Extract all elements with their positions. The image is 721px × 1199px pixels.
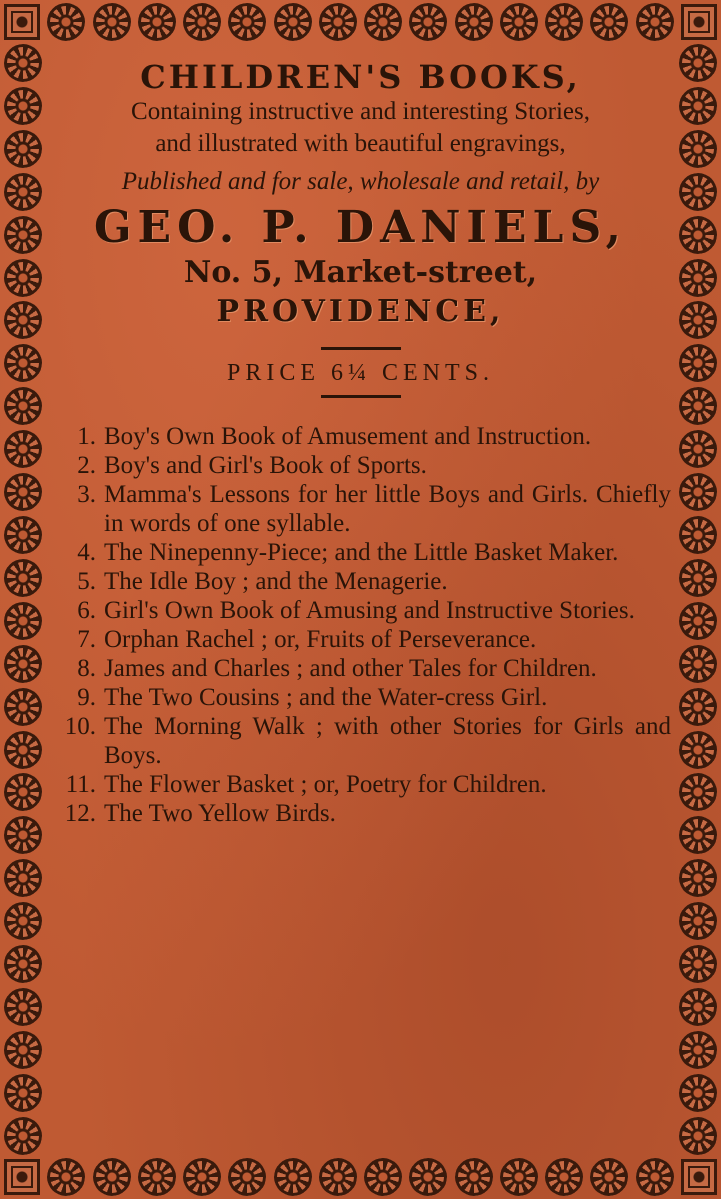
rosette-icon [679, 731, 717, 769]
rosette-icon [4, 645, 42, 683]
item-number: 12. [64, 800, 96, 827]
rosette-icon [4, 259, 42, 297]
list-item [46, 770, 675, 799]
rosette-icon [679, 259, 717, 297]
item-number: 8. [77, 655, 96, 682]
list-item [46, 567, 675, 596]
rosette-icon [4, 688, 42, 726]
list-item [46, 683, 675, 712]
rosette-icon [93, 1158, 131, 1196]
item-number: 7. [77, 626, 96, 653]
rosette-icon [500, 3, 538, 41]
item-title: Mamma's Lessons for her little Boys and Girls. Chiefly in words of one syllable. [104, 481, 671, 537]
item-title: The Idle Boy ; and the Menagerie. [104, 568, 448, 595]
rosette-icon [4, 816, 42, 854]
list-item [46, 799, 675, 828]
rosette-icon [409, 3, 447, 41]
rosette-icon [4, 130, 42, 168]
rosette-icon [590, 1158, 628, 1196]
rosette-icon [4, 602, 42, 640]
rosette-icon [679, 1074, 717, 1112]
rosette-icon [138, 1158, 176, 1196]
rosette-icon [636, 3, 674, 41]
item-title: Boy's and Girl's Book of Sports. [104, 452, 427, 479]
item-title: Orphan Rachel ; or, Fruits of Perseverance. [104, 626, 537, 653]
rosette-icon [679, 1117, 717, 1155]
rosette-icon [4, 945, 42, 983]
corner-ornament-icon [681, 1159, 717, 1195]
publisher-name: GEO. P. DANIELS, [93, 202, 628, 253]
rosette-icon [679, 602, 717, 640]
list-item [46, 625, 675, 654]
item-title: The Morning Walk ; with other Stories for Girls and Boys. [104, 713, 671, 769]
rosette-icon [228, 1158, 266, 1196]
description-line-2: and illustrated with beautiful engravings, [155, 130, 566, 157]
rosette-icon [319, 1158, 357, 1196]
rosette-icon [183, 3, 221, 41]
rosette-icon [590, 3, 628, 41]
rosette-icon [93, 3, 131, 41]
description-line-1: Containing instructive and interesting Stories, [131, 98, 590, 125]
item-number: 1. [77, 423, 96, 450]
rosette-icon [545, 1158, 583, 1196]
publisher-city: PROVIDENCE, [216, 294, 505, 329]
item-title: The Ninepenny-Piece; and the Little Basket Maker. [104, 539, 619, 566]
list-item [46, 654, 675, 683]
rosette-icon [679, 1031, 717, 1069]
corner-ornament-icon [4, 1159, 40, 1195]
ornamental-border-right [675, 44, 721, 1155]
item-title: Boy's Own Book of Amusement and Instruction. [104, 423, 592, 450]
rosette-icon [679, 645, 717, 683]
item-number: 9. [77, 684, 96, 711]
rosette-icon [500, 1158, 538, 1196]
rosette-icon [679, 44, 717, 82]
list-item [46, 538, 675, 567]
rosette-icon [4, 216, 42, 254]
rosette-icon [4, 173, 42, 211]
rosette-icon [319, 3, 357, 41]
rosette-icon [47, 3, 85, 41]
item-number: 11. [65, 771, 96, 798]
rosette-icon [679, 988, 717, 1026]
item-title: The Two Yellow Birds. [104, 800, 336, 827]
rosette-icon [4, 988, 42, 1026]
list-item [46, 422, 675, 451]
rosette-icon [679, 387, 717, 425]
rosette-icon [364, 3, 402, 41]
rosette-icon [4, 859, 42, 897]
rosette-icon [228, 3, 266, 41]
item-title: Girl's Own Book of Amusing and Instructive Stories. [104, 597, 635, 624]
rosette-icon [183, 1158, 221, 1196]
item-title: The Two Cousins ; and the Water-cress Girl. [104, 684, 548, 711]
rosette-icon [679, 816, 717, 854]
divider-top [321, 347, 401, 350]
item-number: 5. [77, 568, 96, 595]
item-number: 2. [77, 452, 96, 479]
rosette-icon [4, 1031, 42, 1069]
rosette-icon [679, 87, 717, 125]
rosette-icon [409, 1158, 447, 1196]
rosette-icon [4, 1117, 42, 1155]
rosette-icon [679, 344, 717, 382]
rosette-icon [679, 173, 717, 211]
rosette-icon [679, 216, 717, 254]
rosette-icon [4, 344, 42, 382]
ornamental-border-bottom [0, 1155, 721, 1199]
rosette-icon [679, 773, 717, 811]
rosette-icon [364, 1158, 402, 1196]
corner-ornament-icon [681, 4, 717, 40]
ornamental-border-left [0, 44, 46, 1155]
rosette-icon [679, 859, 717, 897]
corner-ornament-icon [4, 4, 40, 40]
item-title: James and Charles ; and other Tales for Children. [104, 655, 597, 682]
rosette-icon [4, 731, 42, 769]
rosette-icon [4, 301, 42, 339]
cover-content [46, 44, 675, 1155]
rosette-icon [679, 473, 717, 511]
rosette-icon [679, 516, 717, 554]
rosette-icon [679, 945, 717, 983]
rosette-icon [4, 559, 42, 597]
rosette-icon [679, 301, 717, 339]
page-title: CHILDREN'S BOOKS, [140, 58, 581, 96]
rosette-icon [455, 3, 493, 41]
rosette-icon [4, 516, 42, 554]
rosette-icon [4, 902, 42, 940]
rosette-icon [636, 1158, 674, 1196]
rosette-icon [679, 902, 717, 940]
rosette-icon [4, 473, 42, 511]
rosette-icon [4, 1074, 42, 1112]
item-title: The Flower Basket ; or, Poetry for Children. [104, 771, 547, 798]
item-number: 10. [64, 713, 96, 740]
item-number: 4. [77, 539, 96, 566]
publisher-address: No. 5, Market-street, [183, 255, 538, 290]
price-label: PRICE 6¼ CENTS. [226, 360, 495, 386]
rosette-icon [679, 559, 717, 597]
list-item [46, 451, 675, 480]
ornamental-border-top [0, 0, 721, 44]
rosette-icon [274, 3, 312, 41]
rosette-icon [545, 3, 583, 41]
rosette-icon [679, 430, 717, 468]
list-item [46, 596, 675, 625]
list-item [46, 712, 675, 770]
rosette-icon [4, 87, 42, 125]
rosette-icon [4, 44, 42, 82]
divider-bottom [321, 395, 401, 398]
rosette-icon [455, 1158, 493, 1196]
rosette-icon [4, 387, 42, 425]
book-list [46, 422, 675, 828]
item-number: 6. [77, 597, 96, 624]
rosette-icon [47, 1158, 85, 1196]
rosette-icon [138, 3, 176, 41]
item-number: 3. [77, 481, 96, 508]
rosette-icon [679, 688, 717, 726]
rosette-icon [679, 130, 717, 168]
rosette-icon [4, 773, 42, 811]
published-by-line: Published and for sale, wholesale and retail, by [121, 168, 600, 195]
rosette-icon [4, 430, 42, 468]
list-item [46, 480, 675, 538]
rosette-icon [274, 1158, 312, 1196]
